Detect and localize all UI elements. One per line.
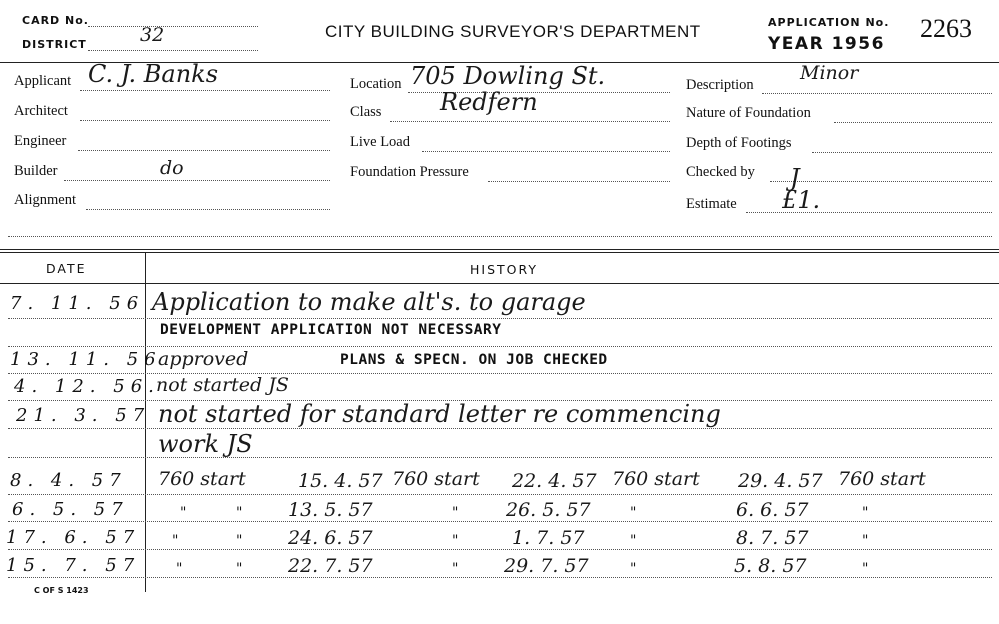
inspection-entry: 13. 5. 57: [288, 499, 373, 521]
ditto-mark: ": [172, 533, 179, 549]
ditto-mark: ": [180, 505, 187, 521]
district-value: 32: [140, 24, 165, 46]
inspection-entry: 15. 4. 57: [298, 470, 383, 492]
inspection-entry: 760 start: [838, 468, 926, 490]
checked-by-line: [770, 181, 992, 182]
class-value: Redfern: [440, 88, 538, 116]
description-value: Minor: [800, 62, 859, 84]
inspection-entry: 29. 4. 57: [738, 470, 823, 492]
ditto-mark: ": [176, 561, 183, 577]
inspection-date: 17. 6. 57: [6, 527, 141, 548]
applicant-value: C. J. Banks: [88, 60, 219, 88]
application-no-label: APPLICATION No.: [768, 16, 890, 29]
class-line: [390, 121, 670, 122]
inspection-entry: 8. 7. 57: [736, 527, 809, 549]
live-load-label: Live Load: [350, 134, 410, 150]
inspection-entry: 29. 7. 57: [504, 555, 589, 577]
ditto-mark: ": [862, 561, 869, 577]
application-no-value: 2263: [920, 14, 972, 43]
table-top-rule: [0, 249, 999, 250]
table-top-rule-2: [0, 252, 999, 253]
architect-line: [80, 120, 330, 121]
history-entry: Application to make alt's. to garage: [152, 288, 586, 316]
ditto-mark: ": [630, 533, 637, 549]
live-load-line: [422, 151, 670, 152]
description-line: [762, 93, 992, 94]
inspection-date: 15. 7. 57: [6, 555, 141, 576]
header-row-rule: [0, 283, 999, 284]
blank-line-1: [8, 236, 992, 237]
inspection-entry: 1. 7. 57: [512, 527, 585, 549]
alignment-label: Alignment: [14, 192, 77, 208]
location-label: Location: [350, 76, 402, 92]
inspection-entry: 760 start: [392, 468, 480, 490]
row-rule: [8, 457, 992, 458]
department-title: CITY BUILDING SURVEYOR'S DEPARTMENT: [325, 22, 701, 41]
inspection-entry: 22. 4. 57: [512, 470, 597, 492]
builder-label: Builder: [14, 163, 58, 179]
inspection-date: 6. 5. 57: [12, 499, 129, 520]
card-no-label: CARD No.: [22, 14, 89, 27]
row-rule: [8, 428, 992, 429]
ditto-mark: ": [452, 561, 459, 577]
builder-value: do: [160, 157, 184, 179]
builder-line: [64, 180, 330, 181]
district-label: DISTRICT: [22, 38, 87, 51]
checked-by-label: Checked by: [686, 164, 755, 180]
nature-of-foundation-label: Nature of Foundation: [686, 105, 811, 121]
location-value: 705 Dowling St.: [410, 62, 606, 90]
alignment-line: [86, 209, 330, 210]
inspection-entry: 5. 8. 57: [734, 555, 807, 577]
engineer-label: Engineer: [14, 133, 67, 149]
year-label: YEAR 1956: [768, 34, 885, 54]
ditto-mark: ": [862, 533, 869, 549]
description-label: Description: [686, 77, 754, 93]
history-entry: not started JS: [156, 374, 289, 396]
inspection-entry: 760 start: [158, 468, 246, 490]
history-entry: approved: [158, 348, 249, 370]
foundation-pressure-label: Foundation Pressure: [350, 164, 469, 180]
row-rule: [8, 346, 992, 347]
depth-of-footings-label: Depth of Footings: [686, 135, 792, 151]
history-date: 7. 11. 56: [10, 293, 145, 314]
inspection-entry: 22. 7. 57: [288, 555, 373, 577]
card-no-line: [88, 26, 258, 27]
inspection-date: 8. 4. 57: [10, 470, 127, 491]
applicant-line: [80, 90, 330, 91]
history-date: 4. 12. 56.: [14, 376, 160, 397]
class-label: Class: [350, 104, 382, 120]
ditto-mark: ": [236, 561, 243, 577]
row-rule: [8, 494, 992, 495]
architect-label: Architect: [14, 103, 68, 119]
ditto-mark: ": [236, 533, 243, 549]
history-entry: not started for standard letter re commencing: [158, 400, 721, 428]
row-rule: [8, 577, 992, 578]
inspection-entry: 26. 5. 57: [506, 499, 591, 521]
date-header: DATE: [46, 261, 87, 276]
ditto-mark: ": [452, 533, 459, 549]
inspection-entry: 760 start: [612, 468, 700, 490]
plans-checked-stamp: PLANS & SPECN. ON JOB CHECKED: [340, 352, 608, 368]
row-rule: [8, 549, 992, 550]
history-date: 13. 11. 56: [10, 349, 162, 370]
engineer-line: [78, 150, 330, 151]
depth-of-footings-line: [812, 152, 992, 153]
applicant-label: Applicant: [14, 73, 72, 89]
form-code: C OF S 1423: [34, 586, 89, 595]
row-rule: [8, 521, 992, 522]
ditto-mark: ": [630, 561, 637, 577]
district-line: [88, 50, 258, 51]
ditto-mark: ": [862, 505, 869, 521]
history-header: HISTORY: [470, 262, 539, 277]
history-entry: work JS: [158, 430, 253, 458]
checked-by-value: J: [790, 164, 800, 192]
inspection-entry: 24. 6. 57: [288, 527, 373, 549]
inspection-entry: 6. 6. 57: [736, 499, 809, 521]
ditto-mark: ": [630, 505, 637, 521]
estimate-label: Estimate: [686, 196, 737, 212]
ditto-mark: ": [452, 505, 459, 521]
foundation-pressure-line: [488, 181, 670, 182]
estimate-value: £1.: [782, 186, 821, 214]
history-date: 21. 3. 57: [16, 405, 151, 426]
nature-of-foundation-line: [834, 122, 992, 123]
row-rule: [8, 318, 992, 319]
development-stamp: DEVELOPMENT APPLICATION NOT NECESSARY: [160, 322, 502, 338]
ditto-mark: ": [236, 505, 243, 521]
